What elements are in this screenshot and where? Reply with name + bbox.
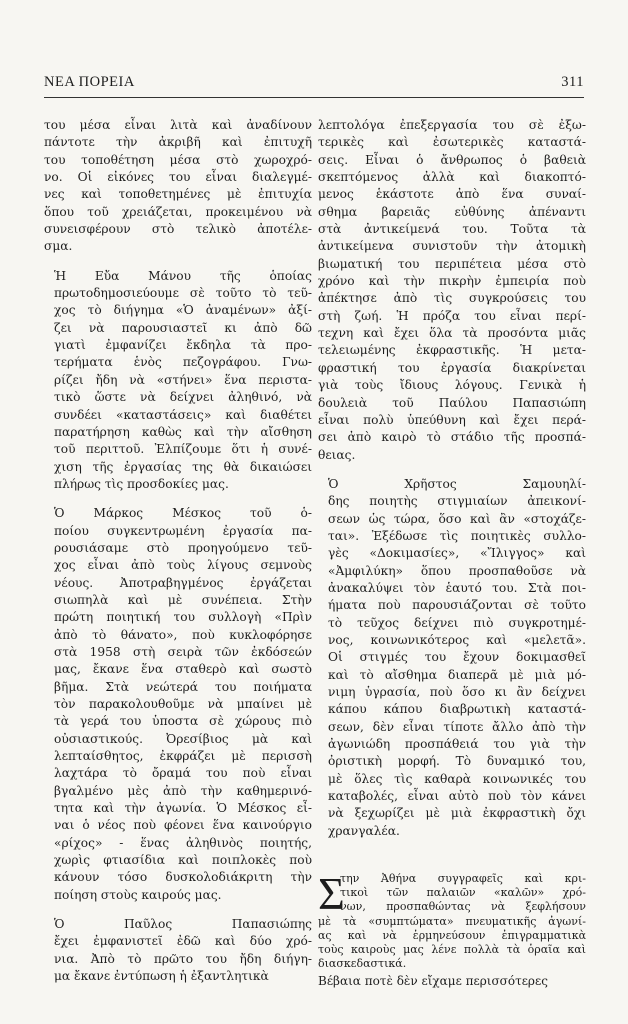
text-line: σεων ὡς τώρα, ὅσο καὶ ἂν «στοχάζε- <box>328 511 586 526</box>
text-line: γιὰ τοὺς ἴδιους λόγους. Γενικὰ ἡ <box>318 378 586 393</box>
text-line: ἀνακαλύψει τὸν ἑαυτό του. Στὰ ποι- <box>328 580 586 595</box>
text-line: παρατήρηση καθὼς καὶ τὴν αἴσθηση <box>54 424 312 439</box>
text-line: χος τὸ διήγημα «Ὁ ἀναμένων» ἀξί- <box>54 303 312 318</box>
text-line: γὲς «Δοκιμασίες», «Ἴλιγγος» καὶ <box>328 546 586 561</box>
text-line: τοῦ περιττοῦ. Ἐλπίζουμε ὅτι ἡ συνέ- <box>54 442 312 457</box>
text-line: βγαλμένο μὲς ἀπὸ τὴν καθημερινό- <box>54 783 312 798</box>
text-line: ὅπου τοῦ χρειάζεται, προκειμένου νὰ <box>44 204 312 219</box>
header-rule <box>44 97 584 98</box>
running-header <box>44 74 584 94</box>
text-line: θειας. <box>318 447 356 462</box>
text-line: σεις. Εἶναι ὁ ἄνθρωπος ὁ βαθειὰ <box>318 152 586 167</box>
text-line: δουλειὰ τοῦ Παύλου Παπασιώπη <box>318 395 586 410</box>
right-column <box>318 117 586 840</box>
text-line: διασκεδαστικά. <box>318 957 407 971</box>
text-line: ναι ὁ νέος ποὺ φέονει ἕνα καινούργιο <box>54 818 312 833</box>
text-line: ζει νὰ παρουσιαστεῖ κι ἀπὸ δῶ <box>54 320 312 335</box>
text-line: καταβολές, εἶναι αὐτὸ ποὺ τὸν κάνει <box>328 789 586 804</box>
text-line: Ὁ Μάρκος Μέσκος τοῦ ὁ- <box>54 506 312 521</box>
text-line: οὐσιαστικούς. Ὀρεσίβιος μὰ καὶ <box>54 731 312 746</box>
text-line: φραστική του ἐργασία διακρίνεται <box>318 360 586 375</box>
text-line: τὸν παρακολουθοῦμε νὰ μπαίνει μὲ <box>54 697 312 711</box>
text-line: βῆμα. Στὰ νεώτερά του ποιήματα <box>54 679 312 694</box>
text-line: τὸ τεῦχος δείχνει πιὸ συγκροτημέ- <box>328 615 586 630</box>
text-line: τοὺς καιροὺς μας λένε πολλὰ τὰ ὁραῖα καὶ <box>318 943 586 957</box>
text-line: εἶναι πολὺ ὑπεύθυνη καὶ ἔχει περά- <box>318 412 586 427</box>
paragraph <box>44 117 312 256</box>
text-line: ρουσιάσαμε στὸ προηγούμενο τεῦ- <box>54 540 312 555</box>
text-line: τητα καὶ τὴν ἀγωνία. Ὁ Μέσκος εἶ- <box>54 801 312 816</box>
text-line: μενος ἑκάστοτε ἀπὸ ἕνα συναί- <box>318 187 586 202</box>
text-line: ἀπέκτησε ἀπὸ τὶς συγκρούσεις του <box>318 291 586 306</box>
text-line: μα ἔκανε ἐντύπωση ἡ ἐξαντλητικὰ <box>54 969 269 984</box>
text-line: μὲ τὰ «συμπτώματα» πνευματικῆς ἀγωνί- <box>318 914 586 928</box>
text-line: σμα. <box>44 239 73 254</box>
paragraph <box>318 117 586 464</box>
text-line: τερικὲς καὶ ἐσωτερικὲς καταστά- <box>318 135 586 150</box>
text-line: κάπου κάπου διαβρωτικὴ καταστά- <box>328 702 586 717</box>
text-line: νὰ ξεχωρίζει μὲ μιὰ ἐκφραστικὴ ὄχι <box>328 806 586 821</box>
text-line: λεπτολόγα ἐπεξεργασία του σὲ ἐξω- <box>318 118 586 132</box>
text-line: χιση τῆς ἐργασίας της θὰ δικαιώσει <box>54 459 312 474</box>
text-line: καὶ τὸ αἴσθημα διαπερᾶ μὲ μιὰ μό- <box>328 667 586 682</box>
text-line: νος, κοινωνικότερος καὶ «μελετᾶ». <box>328 632 586 647</box>
text-line: «ρίχος» - ἕνας ἀληθινὸς ποιητής, <box>54 835 312 850</box>
text-line: βιωματική του περιπέτεια μέσα στὸ <box>318 256 586 271</box>
footnote-tail: Βέβαια ποτὲ δὲν εἴχαμε περισσότερες <box>318 974 548 989</box>
text-line: λεπταίσθητος, ἐκφράζει μὲ περισσὴ <box>54 749 312 764</box>
journal-title: ΝΕΑ ΠΟΡΕΙΑ <box>44 74 135 90</box>
text-line: «Ἀμφιλύκη» ὅπου προσπαθοῦσε νὰ <box>328 563 586 578</box>
text-line: πάντοτε τὴν ἀκριβῆ καὶ ἐπιτυχῆ <box>44 135 312 150</box>
paragraph <box>318 476 586 840</box>
text-line: του τοποθέτηση μέσα στὸ χωροχρό- <box>44 152 312 167</box>
text-line: πρώτη ποιητική του συλλογὴ «Πρὶν <box>54 610 312 625</box>
text-line: του μέσα εἶναι λιτὰ καὶ ἀναδίνουν <box>44 118 312 132</box>
text-line: συνεισφέρουν στὸ τελικὸ ἀποτέλε- <box>44 222 312 237</box>
text-line: πλήρως τὶς προσδοκίες μας. <box>54 476 229 491</box>
text-line: στὴ ζωή. Ἡ πρόζα του εἶναι περί- <box>318 308 586 323</box>
text-line: ρίζει ἤδη νὰ «στήνει» ἕνα περιστα- <box>54 372 312 387</box>
paragraph <box>44 505 312 904</box>
text-line: ποίου συγκεντρωμένη ἐργασία πα- <box>54 523 312 538</box>
text-line: Οἱ στιγμές του ἔχουν δοκιμασθεῖ <box>328 650 586 665</box>
text-line: ήματα ποὺ παρουσιάζονται σὲ τοῦτο <box>328 598 586 613</box>
text-line: σει ἀπὸ καιρὸ τὸ στάδιο τῆς προσπά- <box>318 430 586 445</box>
drop-capital: Σ <box>318 868 345 919</box>
text-line: κάνουν τόσο δυσκολοδιάκριτη τὴν <box>54 870 312 885</box>
text-line: τεχνη καὶ ἔχει ὅλα τὰ προσόντα μιᾶς <box>318 326 586 341</box>
text-line: τικοὶ τῶν παλαιῶν «καλῶν» χρό- <box>340 886 586 900</box>
text-line: νιμη ὑγρασία, ποὺ ὅσο κι ἂν δείχνει <box>328 685 586 699</box>
text-line: γιατὶ ἐμφανίζει ἔκδηλα τὰ προ- <box>54 338 312 353</box>
text-line: τικὸ ὥστε νὰ δείχνει ἀληθινό, νὰ <box>54 390 312 405</box>
text-line: ἀπὸ τὸ θάνατο», ποὺ κυκλοφόρησε <box>54 627 312 642</box>
text-line: χρανγαλέα. <box>328 823 400 838</box>
text-line: ἀντικείμενα συνιστοῦν τὴν ἀτομικὴ <box>318 239 586 254</box>
text-line: τὰ γερά του ὑποστα σὲ χώρους πιὸ <box>54 714 312 729</box>
text-line: ται». Ἐξέδωσε τὶς ποιητικὲς συλλο- <box>328 528 586 543</box>
text-line: Ὁ Παῦλος Παπασιώπης <box>54 917 312 932</box>
text-line: ἀγωνιώδη προσπάθειά του γιὰ τὴν <box>328 737 586 752</box>
text-line: χος εἶναι ἀπὸ τοὺς λίγους σεμνοὺς <box>54 558 312 573</box>
text-line: μὲ ὅλες τὶς καθαρὰ κοινωνικές του <box>328 771 586 786</box>
text-line: σκεπτόμενος ἀλλὰ καὶ διακοπτό- <box>318 170 586 185</box>
page-number: 311 <box>561 74 584 90</box>
text-line: συνδέει «καταστάσεις» καὶ διαθέτει <box>54 407 312 422</box>
text-line: νο. Οἱ εἰκόνες του εἶναι διαλεγμέ- <box>44 170 312 185</box>
text-line: τελειωμένης ἐκφραστικῆς. Ἡ μετα- <box>318 343 586 358</box>
text-line: μας, ἔκανε ἕνα σταθερὸ καὶ σωστὸ <box>54 662 312 677</box>
text-line: νες καὶ τοποθετημένες μὲ ἐπιτυχία <box>44 187 312 202</box>
text-line: χωρὶς φτιασίδια καὶ ποιπλοκὲς ποὺ <box>54 853 312 868</box>
left-column <box>44 117 312 986</box>
text-line: ποίηση στοὺς καιρούς μας. <box>54 887 222 902</box>
text-line: ὀριστικὴ μορφή. Τὸ δυναμικό του, <box>328 754 586 769</box>
text-line: Ὁ Χρῆστος Σαμουηλί- <box>328 476 586 491</box>
text-line: νια. Ἀπὸ τὸ πρῶτο του ἤδη διήγη- <box>54 951 312 966</box>
paragraph <box>44 268 312 493</box>
text-line: ἔχει ἐμφανιστεῖ ἐδῶ καὶ δύο χρό- <box>54 934 312 949</box>
text-line: λαχτάρα τὸ ὄραμά του ποὺ εἶναι <box>54 766 312 781</box>
footnote-text <box>318 868 586 971</box>
footnote-block <box>318 868 586 990</box>
text-line: την Ἀθήνα συγγραφεῖς καὶ κρι- <box>340 872 586 885</box>
text-line: στὰ 1958 στὴ σειρὰ τῶν ἐκδόσεών <box>54 644 312 659</box>
text-line: χρόνο καὶ τὴν πικρὴν ἐμπειρία ποὺ <box>318 274 586 289</box>
text-line: ας καὶ νὰ ἑρμηνεύσουν ἐπιγραμματικὰ <box>318 928 586 942</box>
text-line: σεων, δὲν εἶναι τίποτε ἄλλο ἀπὸ τὴν <box>328 719 586 734</box>
text-line: νων, προσπαθώντας νὰ ξεφλήσουν <box>340 900 586 914</box>
text-line: Ἡ Εὔα Μάνου τῆς ὁποίας <box>54 268 312 283</box>
text-line: τερήματα ἑνὸς πεζογράφου. Γνω- <box>54 355 312 370</box>
text-line: στὰ ἀντικείμενά του. Τοῦτα τὰ <box>318 222 586 237</box>
text-line: σιωπηλὰ καὶ μὲ συνέπεια. Στὴν <box>54 592 312 607</box>
text-line: σθημα βαρειᾶς εὐθύνης ἀπέναντι <box>318 204 586 219</box>
text-line: πρωτοδημοσιεύουμε σὲ τοῦτο τὸ τεῦ- <box>54 286 312 301</box>
text-line: δης ποιητὴς στιγμιαίων ἀπεικονί- <box>328 494 586 509</box>
text-line: νέους. Ἀποτραβηγμένος ἐργάζεται <box>54 575 312 590</box>
paragraph <box>44 916 312 985</box>
